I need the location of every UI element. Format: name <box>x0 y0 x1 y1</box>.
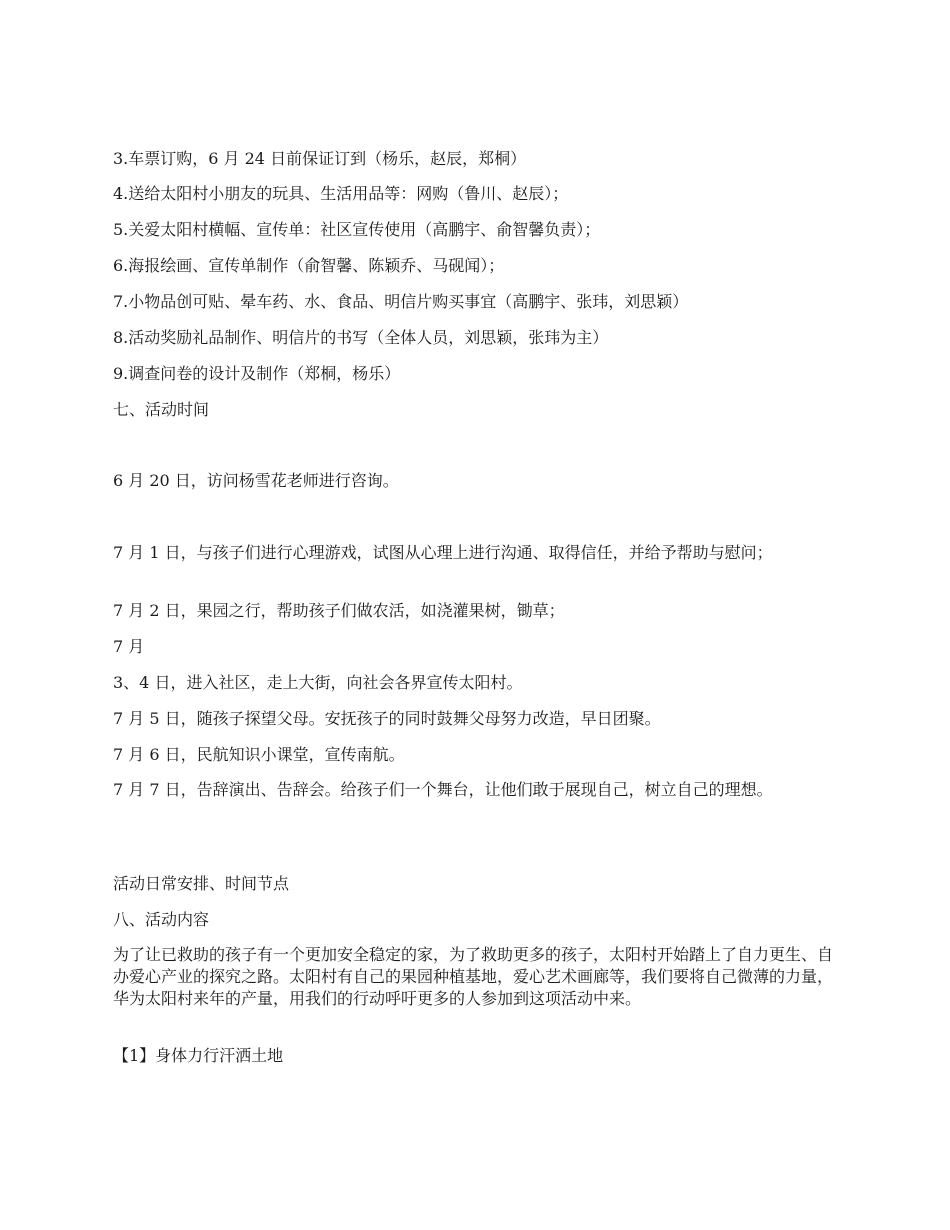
section-heading-activity-content: 八、活动内容 <box>113 910 210 929</box>
schedule-entry: 3、4 日，进入社区，走上大街，向社会各界宣传太阳村。 <box>113 673 523 692</box>
schedule-entry: 7 月 6 日，民航知识小课堂，宣传南航。 <box>113 745 405 764</box>
task-item-5: 5.关爱太阳村横幅、宣传单：社区宣传使用（高鹏宇、俞智馨负责）； <box>113 220 601 239</box>
task-item-4: 4.送给太阳村小朋友的玩具、生活用品等：网购（鲁川、赵辰）； <box>113 184 569 203</box>
task-item-8: 8.活动奖励礼品制作、明信片的书写（全体人员，刘思颖，张玮为主） <box>113 328 609 347</box>
schedule-entry: 7 月 5 日，随孩子探望父母。安抚孩子的同时鼓舞父母努力改造，早日团聚。 <box>113 709 661 728</box>
schedule-entry: 6 月 20 日，访问杨雪花老师进行咨询。 <box>113 471 399 490</box>
task-item-9: 9.调查问卷的设计及制作（郑桐，杨乐） <box>113 364 401 383</box>
section-heading-activity-time: 七、活动时间 <box>113 400 210 419</box>
schedule-entry: 7 月 2 日，果园之行，帮助孩子们做农活，如浇灌果树，锄草； <box>113 601 565 620</box>
schedule-entry: 7 月 7 日，告辞演出、告辞会。给孩子们一个舞台，让他们敢于展现自己，树立自己的理想。 <box>113 780 773 799</box>
schedule-entry: 7 月 1 日，与孩子们进行心理游戏，试图从心理上进行沟通、取得信任，并给予帮助与慰问； <box>113 543 773 562</box>
content-subheading: 【1】身体力行汗洒土地 <box>113 1046 284 1065</box>
task-item-6: 6.海报绘画、宣传单制作（俞智馨、陈颖乔、马砚闻）； <box>113 256 505 275</box>
content-paragraph: 为了让已救助的孩子有一个更加安全稳定的家，为了救助更多的孩子，太阳村开始踏上了自力更生、自办爱心产业的探究之路。太阳村有自己的果园种植基地，爱心艺术画廊等，我们要将自己微薄的力量，华为太阳村来年的产量，用我们的行动呼吁更多的人参加到这项活动中来。 <box>113 945 834 1008</box>
task-item-7: 7.小物品创可贴、晕车药、水、食品、明信片购买事宜（高鹏宇、张玮，刘思颖） <box>113 292 689 311</box>
schedule-entry: 7 月 <box>113 637 145 656</box>
schedule-note: 活动日常安排、时间节点 <box>113 874 290 893</box>
task-item-3: 3.车票订购，6 月 24 日前保证订到（杨乐，赵辰，郑桐） <box>113 149 527 168</box>
